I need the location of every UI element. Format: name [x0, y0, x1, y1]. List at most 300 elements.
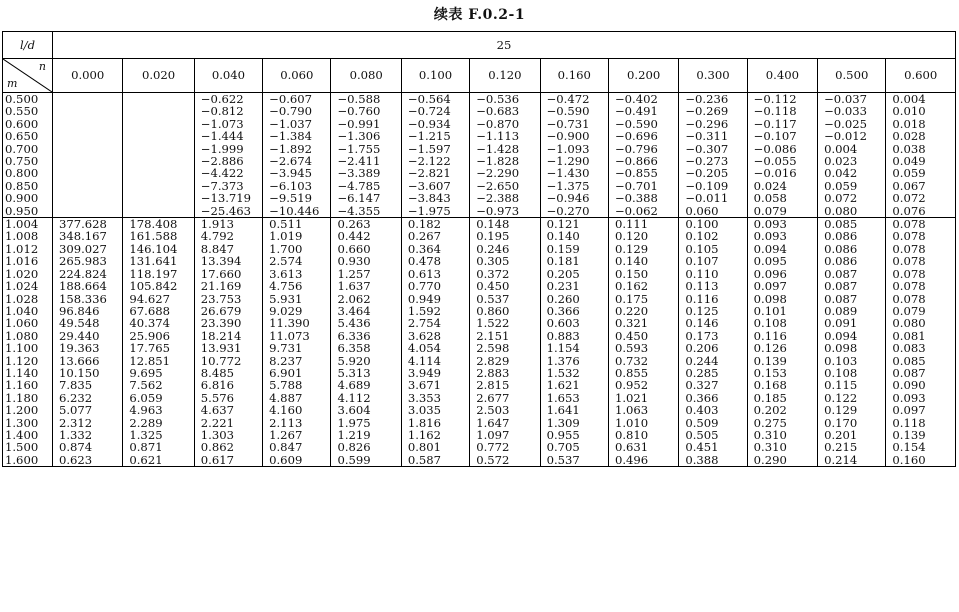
value-cell: 0.111 — [608, 218, 678, 231]
value-cell — [52, 167, 122, 179]
m-value-cell: 1.160 — [3, 379, 53, 391]
value-cell: 0.024 — [747, 180, 817, 192]
value-cell: −0.536 — [470, 93, 540, 106]
table-row — [3, 167, 956, 179]
value-cell: 0.108 — [818, 367, 886, 379]
value-cell: 0.078 — [886, 218, 956, 231]
m-value-cell: 1.080 — [3, 330, 53, 342]
value-cell: 2.312 — [52, 417, 122, 429]
value-cell: −0.086 — [747, 143, 817, 155]
value-cell: −1.113 — [470, 130, 540, 142]
m-value-cell: 0.600 — [3, 118, 53, 130]
value-cell: 9.731 — [263, 342, 331, 354]
value-cell: −3.843 — [401, 192, 469, 204]
value-cell: 0.080 — [818, 205, 886, 218]
value-cell — [52, 93, 122, 106]
value-cell: 0.603 — [540, 317, 608, 329]
n-label: n — [38, 60, 46, 73]
value-cell: 2.062 — [331, 293, 401, 305]
value-cell: 23.390 — [194, 317, 262, 329]
value-cell: 0.593 — [608, 342, 678, 354]
value-cell: −0.112 — [747, 93, 817, 106]
value-cell: 0.826 — [331, 441, 401, 453]
value-cell: 0.168 — [747, 379, 817, 391]
value-cell: −0.107 — [747, 130, 817, 142]
table-body — [3, 93, 956, 467]
m-value-cell: 1.004 — [3, 218, 53, 231]
value-cell: 2.574 — [263, 255, 331, 267]
value-cell — [123, 167, 194, 179]
value-cell: −0.796 — [608, 143, 678, 155]
value-cell: 0.952 — [608, 379, 678, 391]
value-cell: 6.901 — [263, 367, 331, 379]
m-value-cell: 1.008 — [3, 230, 53, 242]
value-cell: 11.390 — [263, 317, 331, 329]
value-cell: −0.109 — [679, 180, 747, 192]
value-cell: −0.946 — [540, 192, 608, 204]
m-value-cell: 1.300 — [3, 417, 53, 429]
value-cell: −10.446 — [263, 205, 331, 218]
value-cell: 9.695 — [123, 367, 194, 379]
corner-cell — [3, 59, 53, 93]
value-cell: 0.154 — [886, 441, 956, 453]
value-cell: −0.590 — [608, 118, 678, 130]
value-cell: 178.408 — [123, 218, 194, 231]
value-cell: 0.205 — [540, 268, 608, 280]
value-cell: 377.628 — [52, 218, 122, 231]
table-row — [3, 118, 956, 130]
value-cell: 105.842 — [123, 280, 194, 292]
value-cell: 0.770 — [401, 280, 469, 292]
value-cell: 4.756 — [263, 280, 331, 292]
value-cell: −0.973 — [470, 205, 540, 218]
value-cell: 6.059 — [123, 392, 194, 404]
value-cell: 0.004 — [886, 93, 956, 106]
m-value-cell: 1.600 — [3, 454, 53, 467]
value-cell: 0.085 — [886, 355, 956, 367]
value-cell: 4.112 — [331, 392, 401, 404]
value-cell: 0.451 — [679, 441, 747, 453]
value-cell: 19.363 — [52, 342, 122, 354]
value-cell: 0.572 — [470, 454, 540, 467]
n-header-cell: 0.200 — [608, 59, 678, 93]
value-cell: −7.373 — [194, 180, 262, 192]
value-cell: 4.689 — [331, 379, 401, 391]
m-value-cell: 1.500 — [3, 441, 53, 453]
value-cell: 0.660 — [331, 243, 401, 255]
value-cell: −0.683 — [470, 105, 540, 117]
table-row — [3, 429, 956, 441]
value-cell: 0.059 — [818, 180, 886, 192]
value-cell: 0.086 — [818, 243, 886, 255]
value-cell: 0.080 — [886, 317, 956, 329]
n-header-cell: 0.120 — [470, 59, 540, 93]
value-cell: −0.991 — [331, 118, 401, 130]
value-cell: 0.388 — [679, 454, 747, 467]
value-cell: −0.311 — [679, 130, 747, 142]
value-cell: 0.587 — [401, 454, 469, 467]
value-cell: 0.631 — [608, 441, 678, 453]
value-cell: −0.012 — [818, 130, 886, 142]
value-cell: 0.118 — [886, 417, 956, 429]
table-row — [3, 230, 956, 242]
value-cell: 0.847 — [263, 441, 331, 453]
value-cell: −2.821 — [401, 167, 469, 179]
value-cell: 4.054 — [401, 342, 469, 354]
table-row — [3, 268, 956, 280]
value-cell: 0.732 — [608, 355, 678, 367]
n-header-cell: 0.400 — [747, 59, 817, 93]
m-value-cell: 0.650 — [3, 130, 53, 142]
value-cell: 0.072 — [886, 192, 956, 204]
value-cell: 0.110 — [679, 268, 747, 280]
value-cell: 0.860 — [470, 305, 540, 317]
value-cell: 1.257 — [331, 268, 401, 280]
value-cell: 0.078 — [886, 293, 956, 305]
n-header-cell: 0.160 — [540, 59, 608, 93]
value-cell: 0.140 — [540, 230, 608, 242]
value-cell: 17.660 — [194, 268, 262, 280]
value-cell: 2.598 — [470, 342, 540, 354]
value-cell: 3.604 — [331, 404, 401, 416]
value-cell: 0.078 — [886, 230, 956, 242]
value-cell: 118.197 — [123, 268, 194, 280]
value-cell: 0.855 — [608, 367, 678, 379]
value-cell: 0.113 — [679, 280, 747, 292]
n-header-cell: 0.500 — [818, 59, 886, 93]
m-value-cell: 0.950 — [3, 205, 53, 218]
value-cell: 0.076 — [886, 205, 956, 218]
value-cell: −0.236 — [679, 93, 747, 106]
value-cell: 0.267 — [401, 230, 469, 242]
table-row — [3, 255, 956, 267]
value-cell: 2.151 — [470, 330, 540, 342]
ld-value: 25 — [52, 32, 955, 59]
value-cell: −0.269 — [679, 105, 747, 117]
value-cell: 2.503 — [470, 404, 540, 416]
value-cell: 4.792 — [194, 230, 262, 242]
value-cell: 0.705 — [540, 441, 608, 453]
table-row — [3, 342, 956, 354]
value-cell: 6.232 — [52, 392, 122, 404]
value-cell — [123, 143, 194, 155]
value-cell: 0.102 — [679, 230, 747, 242]
value-cell: −0.855 — [608, 167, 678, 179]
value-cell: 0.955 — [540, 429, 608, 441]
value-cell: 0.067 — [886, 180, 956, 192]
value-cell: 0.139 — [747, 355, 817, 367]
m-value-cell: 0.850 — [3, 180, 53, 192]
value-cell: −4.355 — [331, 205, 401, 218]
value-cell: 0.108 — [747, 317, 817, 329]
value-cell: −0.696 — [608, 130, 678, 142]
value-cell: −2.388 — [470, 192, 540, 204]
value-cell: 0.275 — [747, 417, 817, 429]
value-cell: 0.153 — [747, 367, 817, 379]
value-cell: −2.650 — [470, 180, 540, 192]
value-cell: 188.664 — [52, 280, 122, 292]
value-cell: 2.829 — [470, 355, 540, 367]
n-header-cell: 0.100 — [401, 59, 469, 93]
value-cell: 348.167 — [52, 230, 122, 242]
value-cell: 0.078 — [886, 268, 956, 280]
value-cell: 0.403 — [679, 404, 747, 416]
value-cell: −2.674 — [263, 155, 331, 167]
value-cell: −1.375 — [540, 180, 608, 192]
value-cell: 8.485 — [194, 367, 262, 379]
value-cell: 5.077 — [52, 404, 122, 416]
value-cell: −2.411 — [331, 155, 401, 167]
value-cell: 0.537 — [540, 454, 608, 467]
value-cell: 96.846 — [52, 305, 122, 317]
value-cell: 3.353 — [401, 392, 469, 404]
value-cell: 8.237 — [263, 355, 331, 367]
value-cell: 0.509 — [679, 417, 747, 429]
value-cell: 1.647 — [470, 417, 540, 429]
value-cell: 1.376 — [540, 355, 608, 367]
value-cell — [52, 118, 122, 130]
value-cell: 0.098 — [818, 342, 886, 354]
value-cell: −0.622 — [194, 93, 262, 106]
value-cell: 1.332 — [52, 429, 122, 441]
m-value-cell: 1.140 — [3, 367, 53, 379]
value-cell: 0.078 — [886, 243, 956, 255]
value-cell: 1.592 — [401, 305, 469, 317]
value-cell: −1.037 — [263, 118, 331, 130]
table-row — [3, 305, 956, 317]
table-row — [3, 105, 956, 117]
value-cell: 7.835 — [52, 379, 122, 391]
value-cell: −0.472 — [540, 93, 608, 106]
n-header-cell: 0.040 — [194, 59, 262, 93]
value-cell: 4.963 — [123, 404, 194, 416]
value-cell: 29.440 — [52, 330, 122, 342]
value-cell: −0.607 — [263, 93, 331, 106]
value-cell: 1.975 — [331, 417, 401, 429]
value-cell: 0.103 — [818, 355, 886, 367]
value-cell: 5.920 — [331, 355, 401, 367]
value-cell: 0.883 — [540, 330, 608, 342]
n-header-cell: 0.020 — [123, 59, 194, 93]
value-cell: 224.824 — [52, 268, 122, 280]
value-cell — [123, 205, 194, 218]
table-row — [3, 317, 956, 329]
value-cell: 0.018 — [886, 118, 956, 130]
m-label: m — [7, 77, 18, 90]
value-cell: −4.785 — [331, 180, 401, 192]
value-cell: −0.388 — [608, 192, 678, 204]
ld-label: l/d — [3, 32, 53, 59]
value-cell: −0.117 — [747, 118, 817, 130]
value-cell: 4.160 — [263, 404, 331, 416]
m-value-cell: 1.040 — [3, 305, 53, 317]
value-cell: 0.496 — [608, 454, 678, 467]
value-cell: 1.309 — [540, 417, 608, 429]
table-row — [3, 392, 956, 404]
value-cell: 10.772 — [194, 355, 262, 367]
value-cell: 0.613 — [401, 268, 469, 280]
value-cell: −0.205 — [679, 167, 747, 179]
value-cell: 0.175 — [608, 293, 678, 305]
value-cell: 0.617 — [194, 454, 262, 467]
value-cell: 0.139 — [886, 429, 956, 441]
table-row — [3, 441, 956, 453]
value-cell: 0.023 — [818, 155, 886, 167]
value-cell: 6.816 — [194, 379, 262, 391]
m-value-cell: 1.400 — [3, 429, 53, 441]
value-cell: 0.862 — [194, 441, 262, 453]
value-cell — [123, 105, 194, 117]
ld-header-row — [3, 32, 956, 59]
value-cell: −0.724 — [401, 105, 469, 117]
value-cell: 0.093 — [747, 230, 817, 242]
value-cell: 0.059 — [886, 167, 956, 179]
value-cell: 0.599 — [331, 454, 401, 467]
value-cell: 0.086 — [818, 230, 886, 242]
value-cell: 0.505 — [679, 429, 747, 441]
value-cell: 3.949 — [401, 367, 469, 379]
value-cell: 2.221 — [194, 417, 262, 429]
value-cell: −1.597 — [401, 143, 469, 155]
value-cell: 0.285 — [679, 367, 747, 379]
table-row — [3, 404, 956, 416]
value-cell: 0.105 — [679, 243, 747, 255]
value-cell — [52, 192, 122, 204]
value-cell: −0.016 — [747, 167, 817, 179]
value-cell — [123, 93, 194, 106]
value-cell: −1.999 — [194, 143, 262, 155]
value-cell: 0.214 — [818, 454, 886, 467]
value-cell: 0.372 — [470, 268, 540, 280]
value-cell: 0.116 — [679, 293, 747, 305]
value-cell: 0.182 — [401, 218, 469, 231]
m-value-cell: 0.500 — [3, 93, 53, 106]
table-row — [3, 192, 956, 204]
value-cell: −6.147 — [331, 192, 401, 204]
value-cell: 0.621 — [123, 454, 194, 467]
value-cell: −1.444 — [194, 130, 262, 142]
value-cell: 94.627 — [123, 293, 194, 305]
m-value-cell: 1.024 — [3, 280, 53, 292]
value-cell: 0.260 — [540, 293, 608, 305]
m-value-cell: 1.200 — [3, 404, 53, 416]
value-cell: 0.537 — [470, 293, 540, 305]
table-row — [3, 130, 956, 142]
value-cell: 131.641 — [123, 255, 194, 267]
value-cell: −1.428 — [470, 143, 540, 155]
value-cell: 17.765 — [123, 342, 194, 354]
value-cell: −0.731 — [540, 118, 608, 130]
value-cell: 4.887 — [263, 392, 331, 404]
table-row — [3, 93, 956, 106]
value-cell: −0.812 — [194, 105, 262, 117]
value-cell: 49.548 — [52, 317, 122, 329]
n-header-cell: 0.000 — [52, 59, 122, 93]
value-cell: 0.126 — [747, 342, 817, 354]
table-row — [3, 355, 956, 367]
value-cell: 5.436 — [331, 317, 401, 329]
table-row — [3, 417, 956, 429]
value-cell: 0.120 — [608, 230, 678, 242]
value-cell: −0.564 — [401, 93, 469, 106]
value-cell: 3.464 — [331, 305, 401, 317]
value-cell: 0.058 — [747, 192, 817, 204]
value-cell: −0.866 — [608, 155, 678, 167]
value-cell: −3.389 — [331, 167, 401, 179]
value-cell: 4.114 — [401, 355, 469, 367]
value-cell: −1.073 — [194, 118, 262, 130]
value-cell: −0.934 — [401, 118, 469, 130]
value-cell: 9.029 — [263, 305, 331, 317]
value-cell: 0.305 — [470, 255, 540, 267]
value-cell: 0.511 — [263, 218, 331, 231]
value-cell: 0.038 — [886, 143, 956, 155]
value-cell: −0.870 — [470, 118, 540, 130]
value-cell: 0.107 — [679, 255, 747, 267]
value-cell: 0.202 — [747, 404, 817, 416]
value-cell: 0.366 — [679, 392, 747, 404]
value-cell: 1.162 — [401, 429, 469, 441]
value-cell: 0.181 — [540, 255, 608, 267]
value-cell: 1.325 — [123, 429, 194, 441]
table-row — [3, 330, 956, 342]
value-cell: −0.270 — [540, 205, 608, 218]
value-cell: −1.755 — [331, 143, 401, 155]
value-cell: −0.296 — [679, 118, 747, 130]
value-cell: 5.576 — [194, 392, 262, 404]
value-cell: 0.094 — [818, 330, 886, 342]
value-cell: −0.588 — [331, 93, 401, 106]
value-cell: 0.162 — [608, 280, 678, 292]
value-cell: 40.374 — [123, 317, 194, 329]
value-cell: −1.093 — [540, 143, 608, 155]
table-row — [3, 143, 956, 155]
value-cell: 0.094 — [747, 243, 817, 255]
value-cell: 0.087 — [818, 293, 886, 305]
value-cell: 0.150 — [608, 268, 678, 280]
value-cell: −0.491 — [608, 105, 678, 117]
value-cell: 1.019 — [263, 230, 331, 242]
table-row — [3, 379, 956, 391]
value-cell: 0.089 — [818, 305, 886, 317]
value-cell: 158.336 — [52, 293, 122, 305]
value-cell — [52, 180, 122, 192]
value-cell: 0.072 — [818, 192, 886, 204]
value-cell: 0.042 — [818, 167, 886, 179]
value-cell: 0.049 — [886, 155, 956, 167]
table-row — [3, 280, 956, 292]
value-cell — [123, 192, 194, 204]
value-cell: 265.983 — [52, 255, 122, 267]
value-cell: −2.886 — [194, 155, 262, 167]
value-cell: 5.313 — [331, 367, 401, 379]
value-cell: 0.093 — [747, 218, 817, 231]
m-value-cell: 1.020 — [3, 268, 53, 280]
value-cell: 0.098 — [747, 293, 817, 305]
value-cell: −25.463 — [194, 205, 262, 218]
value-cell: 0.185 — [747, 392, 817, 404]
value-cell: −3.945 — [263, 167, 331, 179]
value-cell: 1.641 — [540, 404, 608, 416]
value-cell: 0.095 — [747, 255, 817, 267]
value-cell: 1.637 — [331, 280, 401, 292]
value-cell: 1.267 — [263, 429, 331, 441]
m-value-cell: 1.120 — [3, 355, 53, 367]
value-cell: −1.384 — [263, 130, 331, 142]
value-cell: 2.883 — [470, 367, 540, 379]
value-cell: 0.100 — [679, 218, 747, 231]
value-cell: 0.366 — [540, 305, 608, 317]
